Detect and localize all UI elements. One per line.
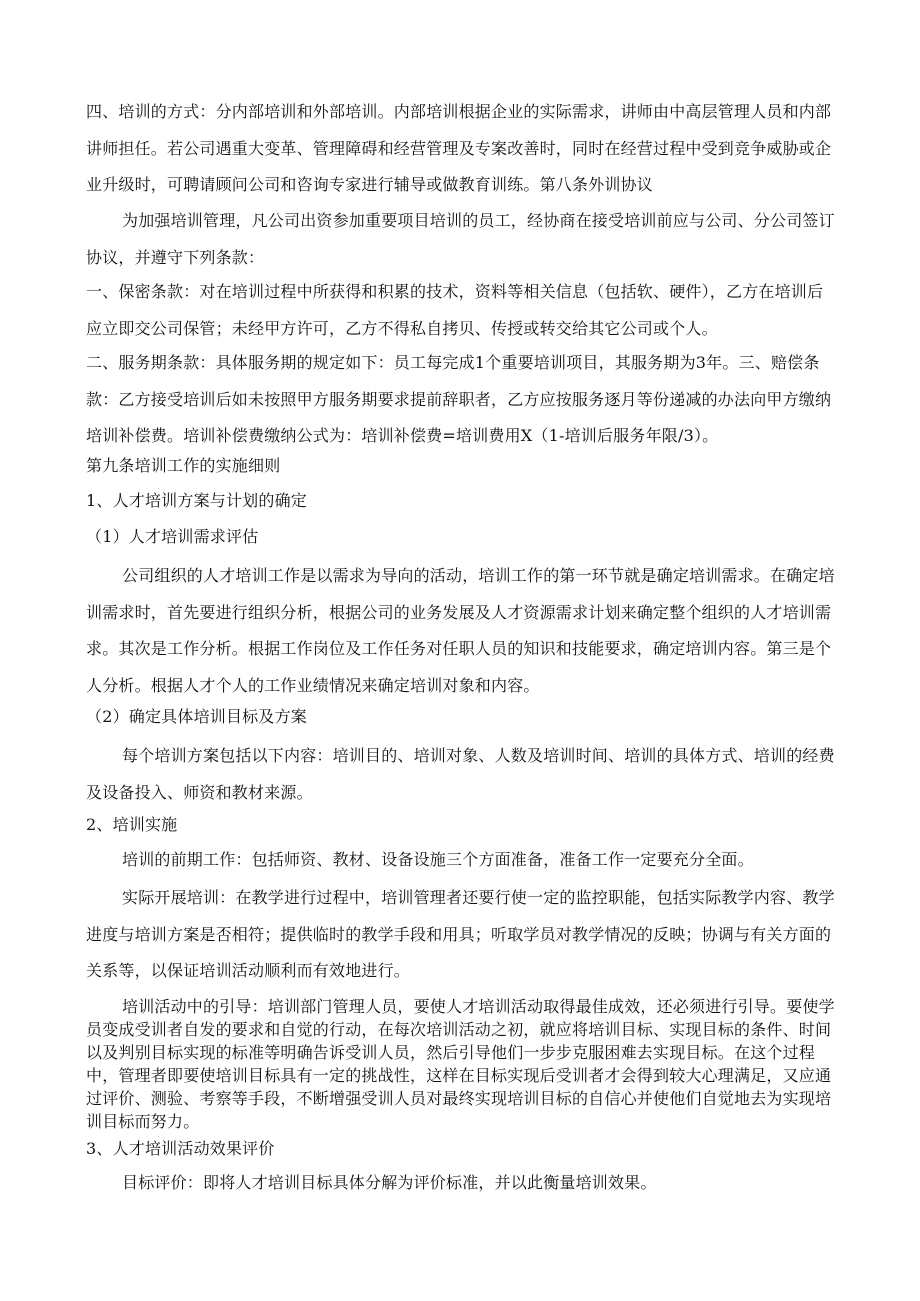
paragraph-agreement-intro: 为加强培训管理，凡公司出资参加重要项目培训的员工，经协商在接受培训前应与公司、分公司签订协议，并遵守下列条款：	[86, 211, 835, 267]
paragraph-goal-evaluation: 目标评价：即将人才培训目标具体分解为评价标准，并以此衡量培训效果。	[122, 1173, 657, 1192]
paragraph-plan-contents: 每个培训方案包括以下内容：培训目的、培训对象、人数及培训时间、培训的具体方式、培训的经费及设备投入、师资和教材来源。	[86, 746, 835, 802]
paragraph-service-period-clause: 二、服务期条款：具体服务期的规定如下：员工每完成1个重要培训项目，其服务期为3年。三、赔偿条款：乙方接受培训后如未按照甲方服务期要求提前辞职者，乙方应按服务逐月等份递减的办法向甲方缴纳培训补偿费。培训补偿费缴纳公式为：培训补偿费=培训费用X（1-培训后服务年限/3）。	[86, 353, 832, 445]
heading-subsection-2: （2）确定具体培训目标及方案	[86, 707, 307, 726]
heading-section-3: 3、人才培训活动效果评价	[86, 1139, 275, 1158]
heading-section-1: 1、人才培训方案与计划的确定	[86, 491, 307, 510]
paragraph-needs-assessment: 公司组织的人才培训工作是以需求为导向的活动，培训工作的第一环节就是确定培训需求。在确定培训需求时，首先要进行组织分析，根据公司的业务发展及人才资源需求计划来确定整个组织的人才培训需求。其次是工作分析。根据工作岗位及工作任务对任职人员的知识和技能要求，确定培训内容。第三是个人分析。根据人才个人的工作业绩情况来确定培训对象和内容。	[86, 566, 835, 695]
paragraph-guidance: 培训活动中的引导：培训部门管理人员，要使人才培训活动取得最佳成效，还必须进行引导。要使学员变成受训者自发的要求和自觉的行动，在每次培训活动之初，就应将培训目标、实现目标的条件、时间以及判别目标实现的标准等明确告诉受训人员，然后引导他们一步步克服困难去实现目标。在这个过程中，管理者即要使培训目标具有一定的挑战性，这样在目标实现后受训者才会得到较大心理满足，又应通过评价、测验、考察等手段，不断增强受训人员对最终实现培训目标的自信心并使他们自觉地去为实现培训目标而努力。	[86, 997, 835, 1131]
paragraph-training-methods: 四、培训的方式：分内部培训和外部培训。内部培训根据企业的实际需求，讲师由中高层管理人员和内部讲师担任。若公司遇重大变革、管理障碍和经营管理及专案改善时，同时在经营过程中受到竞争威胁或企业升级时，可聘请顾问公司和咨询专家进行辅导或做教育训练。第八条外训协议	[86, 102, 832, 194]
paragraph-preparation: 培训的前期工作：包括师资、教材、设备设施三个方面准备，准备工作一定要充分全面。	[122, 850, 754, 869]
heading-subsection-1: （1）人才培训需求评估	[86, 527, 259, 546]
heading-article-nine: 第九条培训工作的实施细则	[86, 456, 281, 475]
paragraph-conduct-training: 实际开展培训：在教学进行过程中，培训管理者还要行使一定的监控职能，包括实际教学内容、教学进度与培训方案是否相符；提供临时的教学手段和用具；听取学员对教学情况的反映；协调与有关方面的关系等，以保证培训活动顺利而有效地进行。	[86, 888, 835, 980]
heading-section-2: 2、培训实施	[86, 815, 178, 834]
paragraph-confidentiality-clause: 一、保密条款：对在培训过程中所获得和积累的技术，资料等相关信息（包括软、硬件），乙方在培训后应立即交公司保管；未经甲方许可，乙方不得私自拷贝、传授或转交给其它公司或个人。	[86, 282, 824, 338]
